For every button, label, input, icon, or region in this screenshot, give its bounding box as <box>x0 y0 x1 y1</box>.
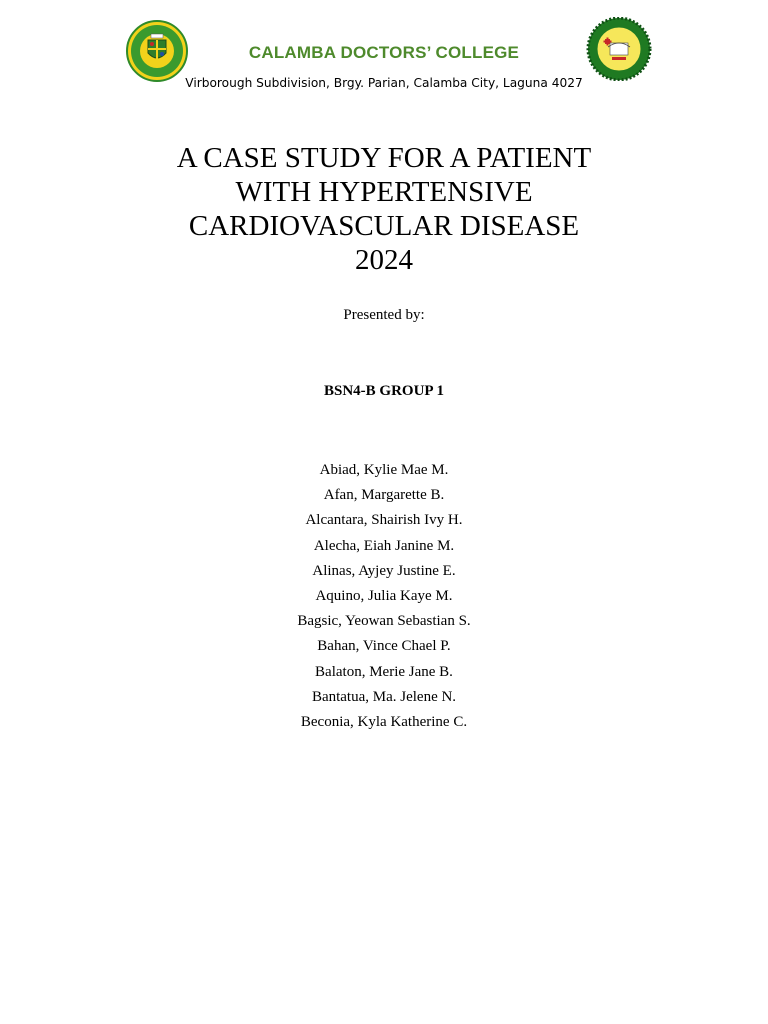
member-name: Balaton, Merie Jane B. <box>315 663 453 680</box>
member-name: Bantatua, Ma. Jelene N. <box>311 688 457 705</box>
member-name: Afan, Margarette B. <box>323 487 445 504</box>
title-line: CARDIOVASCULAR DISEASE <box>188 210 580 242</box>
presented-by-label: Presented by: <box>343 307 425 323</box>
letterhead <box>0 0 768 110</box>
title-line: A CASE STUDY FOR A PATIENT <box>176 142 592 174</box>
title-line: WITH HYPERTENSIVE <box>235 176 533 208</box>
member-name: Alecha, Eiah Janine M. <box>313 537 455 554</box>
member-name: Alinas, Ayjey Justine E. <box>312 562 456 579</box>
document-title <box>0 141 768 277</box>
college-name: CALAMBA DOCTORS’ COLLEGE <box>248 43 520 62</box>
member-name: Alcantara, Shairish Ivy H. <box>305 512 463 529</box>
title-line: 2024 <box>355 244 413 276</box>
member-name: Aquino, Julia Kaye M. <box>315 588 453 605</box>
group-label: BSN4-B GROUP 1 <box>323 383 444 399</box>
member-name: Bahan, Vince Chael P. <box>317 638 451 655</box>
college-address: Virborough Subdivision, Brgy. Parian, Calamba City, Laguna 4027 <box>185 76 583 90</box>
member-name: Bagsic, Yeowan Sebastian S. <box>297 613 471 630</box>
nursing-seal-icon <box>586 17 652 81</box>
member-name: Beconia, Kyla Katherine C. <box>300 714 468 731</box>
member-name: Abiad, Kylie Mae M. <box>319 462 449 478</box>
member-list <box>0 458 768 735</box>
